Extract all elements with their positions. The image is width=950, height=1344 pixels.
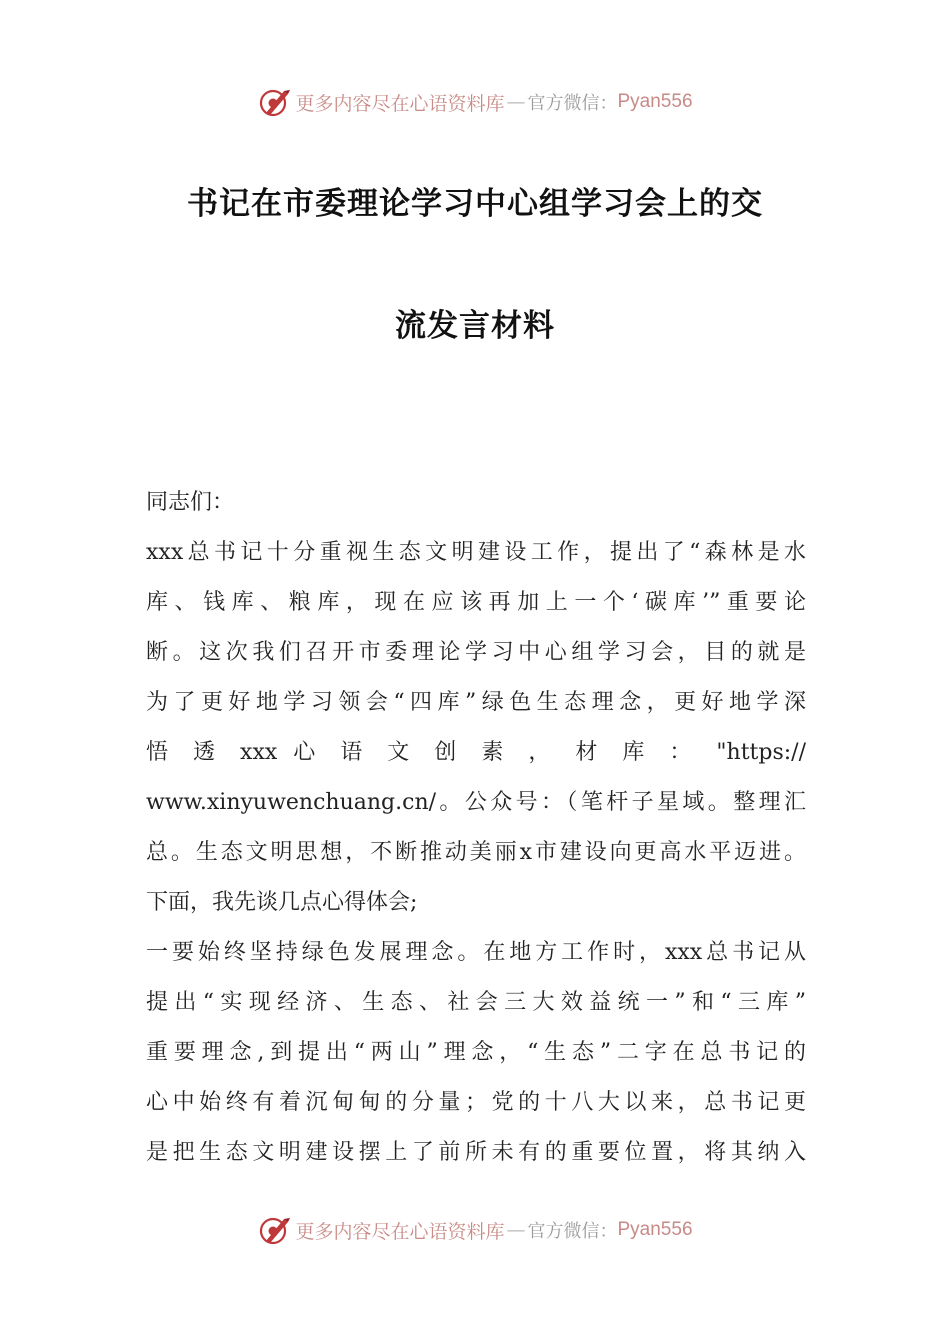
banner-official-label: 官方微信： <box>527 93 618 114</box>
body-line: 提出“实现经济、生态、社会三大效益统一”和“三库” <box>146 990 806 1015</box>
body-line: 总。生态文明思想，不断推动美丽x市建设向更高水平迈进。 <box>146 840 806 865</box>
body-line: 断。这次我们召开市委理论学习中心组学习会，目的就是 <box>146 640 806 665</box>
document-body <box>146 478 806 1178</box>
body-line: 同志们： <box>146 490 235 515</box>
body-line: 是把生态文明建设摆上了前所未有的重要位置，将其纳入 <box>146 1140 806 1165</box>
body-line: 悟 透 xxx 心 语 文 创 素 ， 材 库 ： "https:// <box>146 740 806 765</box>
body-line: 库、钱库、粮库，现在应该再加上一个‘碳库’”重要论 <box>146 590 806 615</box>
banner-dash: — <box>506 1219 526 1241</box>
document-title-line-1: 书记在市委理论学习中心组学习会上的交 <box>187 186 763 222</box>
body-line: 心中始终有着沉甸甸的分量；党的十八大以来，总书记更 <box>146 1090 806 1115</box>
banner-brand-text: 更多内容尽在心语资料库 <box>295 1220 505 1243</box>
pen-logo-icon <box>257 85 291 119</box>
body-line: xxx总书记十分重视生态文明建设工作，提出了“森林是水 <box>146 540 806 565</box>
banner-wechat-id: Pyan556 <box>617 91 693 112</box>
pen-logo-icon <box>257 1213 291 1247</box>
body-line: 为了更好地学习领会“四库”绿色生态理念，更好地学深 <box>146 690 806 715</box>
body-line: 一要始终坚持绿色发展理念。在地方工作时，xxx总书记从 <box>146 940 806 965</box>
banner-dash: — <box>506 91 526 113</box>
footer-banner <box>0 1210 950 1250</box>
body-line: www.xinyuwenchuang.cn/。公众号：（笔杆子星域。整理汇 <box>146 790 806 815</box>
banner-brand-text: 更多内容尽在心语资料库 <box>295 92 505 115</box>
body-line: 重要理念,到提出“两山”理念，“生态”二字在总书记的 <box>146 1040 806 1065</box>
banner-official-label: 官方微信： <box>527 1221 618 1242</box>
body-line: 下面，我先谈几点心得体会; <box>146 890 418 915</box>
banner-wechat-id: Pyan556 <box>617 1219 693 1240</box>
document-title-line-2: 流发言材料 <box>395 308 555 344</box>
header-banner <box>0 82 950 122</box>
